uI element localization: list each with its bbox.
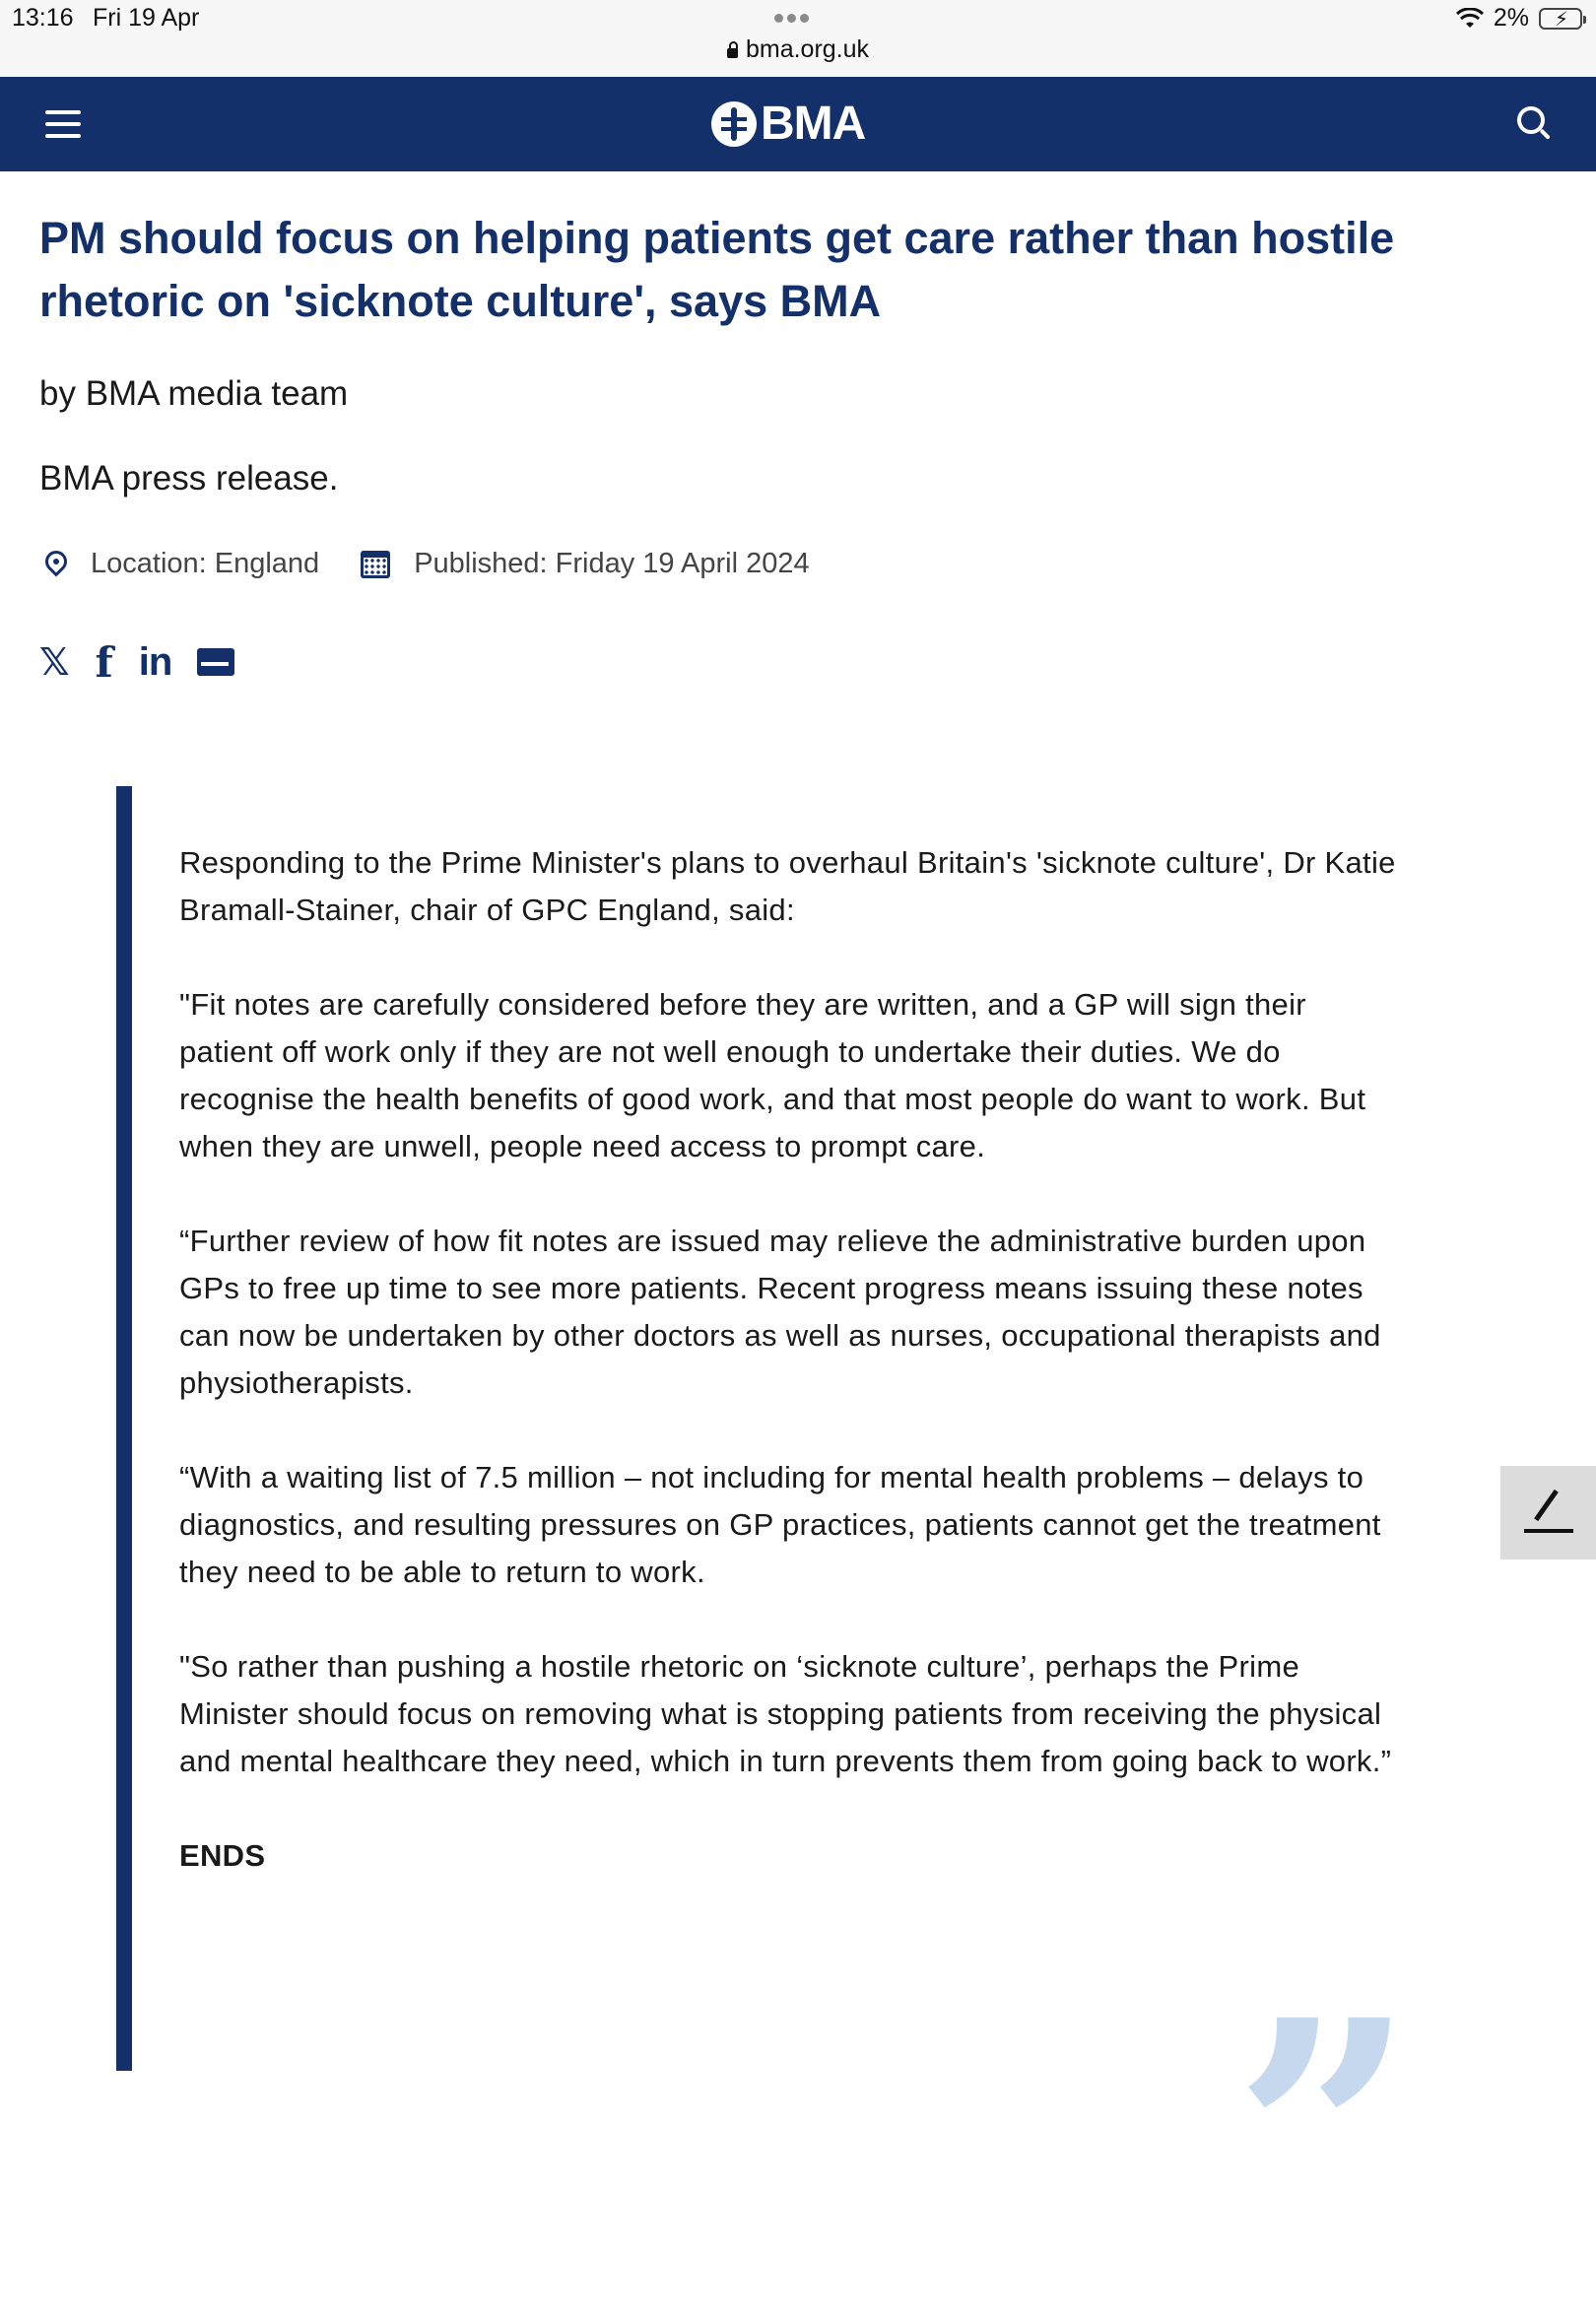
article-title: PM should focus on helping patients get care rather than hostile rhetoric on 'sicknote culture', says BMA (39, 213, 1395, 326)
edit-pencil-button[interactable] (1500, 1466, 1596, 1559)
article-location: Location: England (91, 548, 320, 579)
site-header (0, 77, 1596, 171)
url-text: bma.org.uk (745, 35, 870, 63)
article-byline: by BMA media team (39, 374, 349, 413)
pencil-icon (1534, 1490, 1559, 1521)
bma-logo[interactable] (711, 99, 865, 150)
menu-icon[interactable] (45, 110, 83, 138)
article-published-date: Published: Friday 19 April 2024 (414, 548, 810, 579)
status-date: Fri 19 Apr (93, 4, 200, 32)
article-meta (39, 548, 810, 580)
email-share-icon[interactable] (197, 648, 234, 676)
location-pin-icon (45, 551, 67, 578)
facebook-share-icon[interactable]: f (95, 637, 113, 687)
battery-percent: 2% (1493, 4, 1529, 32)
body-paragraph: “Further review of how fit notes are issued may relieve the administrative burden upon GPs to free up time to see more patients. Recent progress means issuing these notes can now be undertaken by other doctors as well as nurses, occupational therapists and physiotherapists. (179, 1224, 1381, 1400)
calendar-icon (361, 551, 390, 578)
search-icon[interactable] (1517, 106, 1553, 142)
article-body (179, 839, 1401, 1880)
article-summary: BMA press release. (39, 459, 339, 498)
status-right (1456, 4, 1582, 33)
linkedin-share-icon[interactable]: in (138, 639, 172, 684)
url-bar[interactable] (0, 35, 1596, 64)
quote-mark-icon: ” (1233, 1953, 1416, 2322)
multitask-dots-icon[interactable] (774, 10, 813, 28)
x-share-icon[interactable]: 𝕏 (39, 640, 70, 684)
body-paragraph: "So rather than pushing a hostile rhetoric on ‘sicknote culture’, perhaps the Prime Minister should focus on removing what is stopping patients from receiving the physical and mental healthcare they need, which in turn prevents them from going back to work.” (179, 1649, 1392, 1778)
quote-accent-bar (116, 786, 132, 2071)
social-share (39, 637, 260, 687)
status-bar (0, 0, 1596, 78)
body-paragraph: Responding to the Prime Minister's plans to overhaul Britain's 'sicknote culture', Dr Katie Bramall-Stainer, chair of GPC England, said: (179, 845, 1396, 927)
wifi-icon (1456, 8, 1484, 30)
lock-icon (727, 48, 738, 58)
status-time: 13:16 (12, 4, 74, 32)
ends-label: ENDS (179, 1838, 266, 1873)
battery-icon: ⚡ (1539, 8, 1582, 30)
logo-text: BMA (761, 98, 866, 150)
body-paragraph: “With a waiting list of 7.5 million – not including for mental health problems – delays to diagnostics, and resulting pressures on GP practices, patients cannot get the treatment they need to be able to return to work. (179, 1460, 1381, 1589)
body-paragraph: "Fit notes are carefully considered before they are written, and a GP will sign their patient off work only if they are not well enough to undertake their duties. We do recognise the health benefits of good work, and that most people do want to work. But when they are unwell, people need access to prompt care. (179, 987, 1366, 1163)
bma-logo-mark-icon (711, 101, 757, 147)
